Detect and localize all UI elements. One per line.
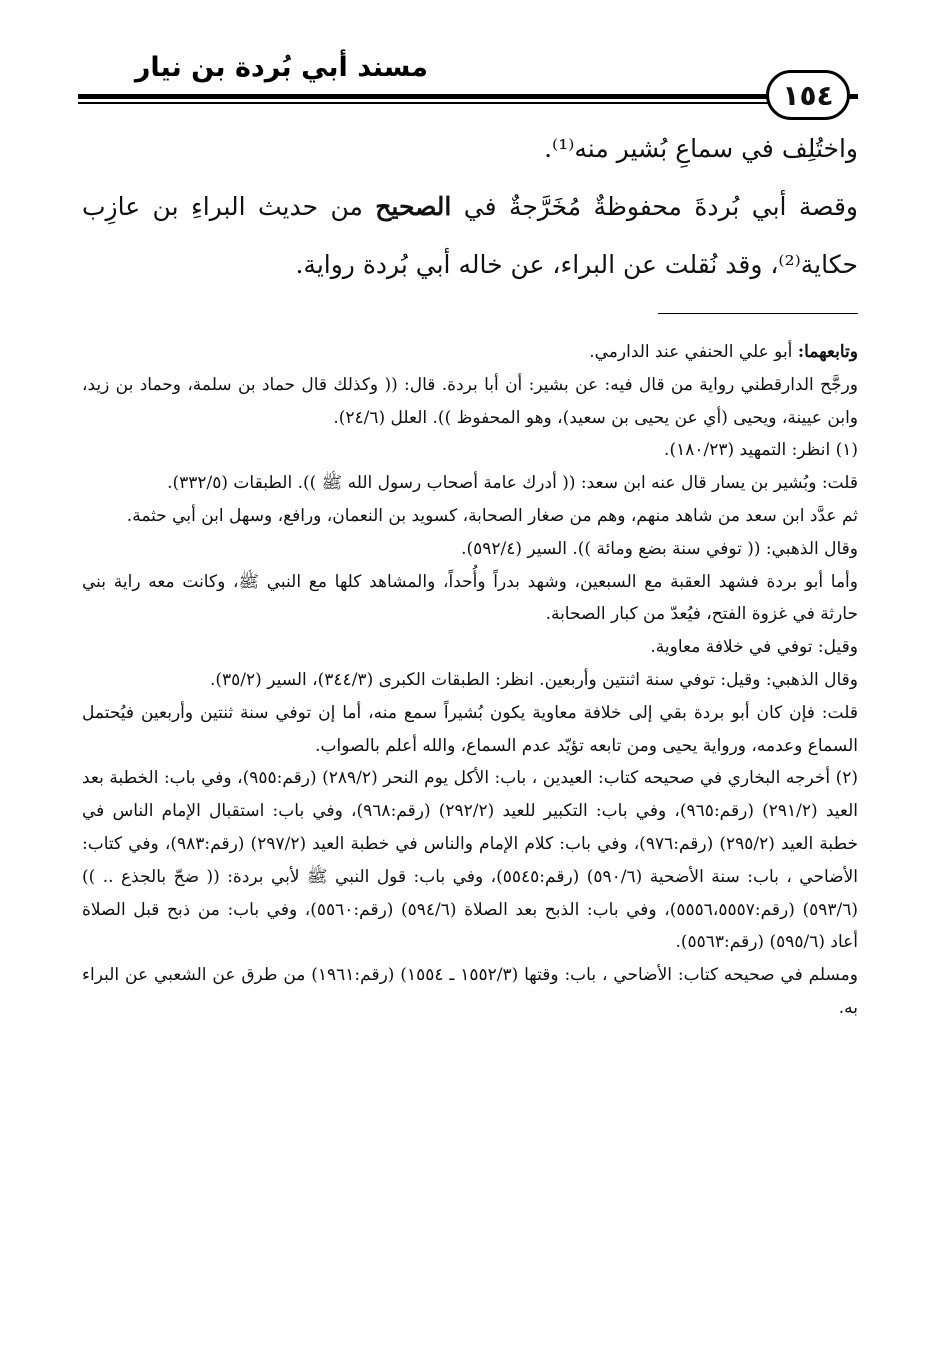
running-title: مسند أبي بُردة بن نيار [134, 52, 428, 83]
footnote-paragraph: ومسلم في صحيحه كتاب: الأضاحي ، باب: وقتها (١٥٥٢/٣ ـ ١٥٥٤) (رقم:١٩٦١) من طرق عن الشعبي عن البراء به. [82, 965, 859, 1018]
footnotes [82, 336, 858, 1025]
footnote-paragraph: ثم عدَّد ابن سعد من شاهد منهم، وهم من صغار الصحابة، كسويد بن النعمان، ورافع، وسهل ابن أبي حثمة. [126, 505, 858, 526]
page-number: ١٥٤ [766, 70, 850, 120]
footnote-paragraph: وقيل: توفي في خلافة معاوية. [650, 637, 858, 658]
footnote-paragraph: وقال الذهبي: (( توفي سنة بضع ومائة )). السير (٥٩٢/٤). [461, 538, 858, 559]
footnote-paragraph: قلت: وبُشير بن يسار قال عنه ابن سعد: (( أدرك عامة أصحاب رسول الله ﷺ )). الطبقات (٣٣٢/٥). [167, 473, 858, 494]
footnote-separator [658, 313, 858, 314]
sahih-bold-word: الصحيح [375, 192, 452, 221]
footnote-2: (٢) أخرجه البخاري في صحيحه كتاب: العيدين ، باب: الأكل يوم النحر (٢٨٩/٢) (رقم:٩٥٥)، وفي باب: الخطبة بعد العيد (٢٩١/٢) (رقم:٩٦٥)، وفي باب: التكبير للعيد (٢٩٢/٢) (رقم:٩٦٨)، وفي باب: استقبال الإمام الناس في خطبة العيد (٢٩٥/٢) (رقم:٩٧٦)، وفي باب: كلام الإمام والناس في خطبة العيد (٢٩٧/٢) (رقم:٩٨٣)، وفي كتاب: الأضاحي ، باب: سنة الأضحية (٥٩٠/٦) (رقم:٥٥٤٥)، وفي باب: قول النبي ﷺ لأبي بردة: (( ضحّ بالجذع .. )) (٥٩٣/٦) (رقم:٥٥٥٦،٥٥٥٧)، وفي باب: الذبح بعد الصلاة (٥٩٤/٦) (رقم:٥٥٦٠)، وفي باب: من ذبح قبل الصلاة أعاد (٥٩٥/٦) (رقم:٥٥٦٣). [82, 768, 859, 953]
footnote-paragraph: وأما أبو بردة فشهد العقبة مع السبعين، وشهد بدراً وأُحداً، والمشاهد كلها مع النبي ﷺ، وكانت معه راية بني حارثة في غزوة الفتح، فيُعدّ من كبار الصحابة. [82, 571, 858, 625]
header-rule-thick [78, 94, 768, 99]
main-text [82, 120, 858, 294]
footnote-text: أبو علي الحنفي عند الدارمي. [589, 342, 798, 362]
footnote-paragraph: ورجَّح الدارقطني رواية من قال فيه: عن بشير: أن أبا بردة. قال: (( وكذلك قال حماد بن سلمة، وحماد بن زيد، وابن عيينة، ويحيى (أي عن يحيى بن سعيد)، وهو المحفوظ )). العلل (٢٤/٦). [82, 374, 858, 428]
footnote-bold-lead: وتابعهما: [797, 342, 858, 362]
footnote-line [82, 336, 858, 369]
main-paragraph-2-end: من حديث البراءِ بن عازِب حكاية⁽²⁾، وقد نُقلت عن البراء، عن خاله أبي بُردة رواية. [82, 192, 858, 279]
footnote-paragraph: قلت: فإن كان أبو بردة بقي إلى خلافة معاوية يكون بُشيراً سمع منه، أما إن توفي سنة ثنتين وأربعين فيُحتمل السماع وعدمه، ورواية يحيى ومن تابعه تؤيّد عدم السماع، والله أعلم بالصواب. [82, 702, 858, 756]
footnote-1: (١) انظر: التمهيد (١٨٠/٢٣). [664, 440, 858, 461]
footnote-paragraph: وقال الذهبي: وقيل: توفي سنة اثنتين وأربعين. انظر: الطبقات الكبرى (٣٤٤/٣)، السير (٣٥/٢). [209, 669, 858, 690]
header-rule-thin [78, 102, 768, 104]
main-line-1: واختُلِف في سماعِ بُشير منه⁽¹⁾. [544, 134, 858, 163]
page-header [78, 28, 858, 128]
main-paragraph-2 [82, 178, 858, 294]
main-paragraph-2-start: وقصة أبي بُردةَ محفوظةٌ مُخَرَّجةٌ في [451, 192, 858, 221]
